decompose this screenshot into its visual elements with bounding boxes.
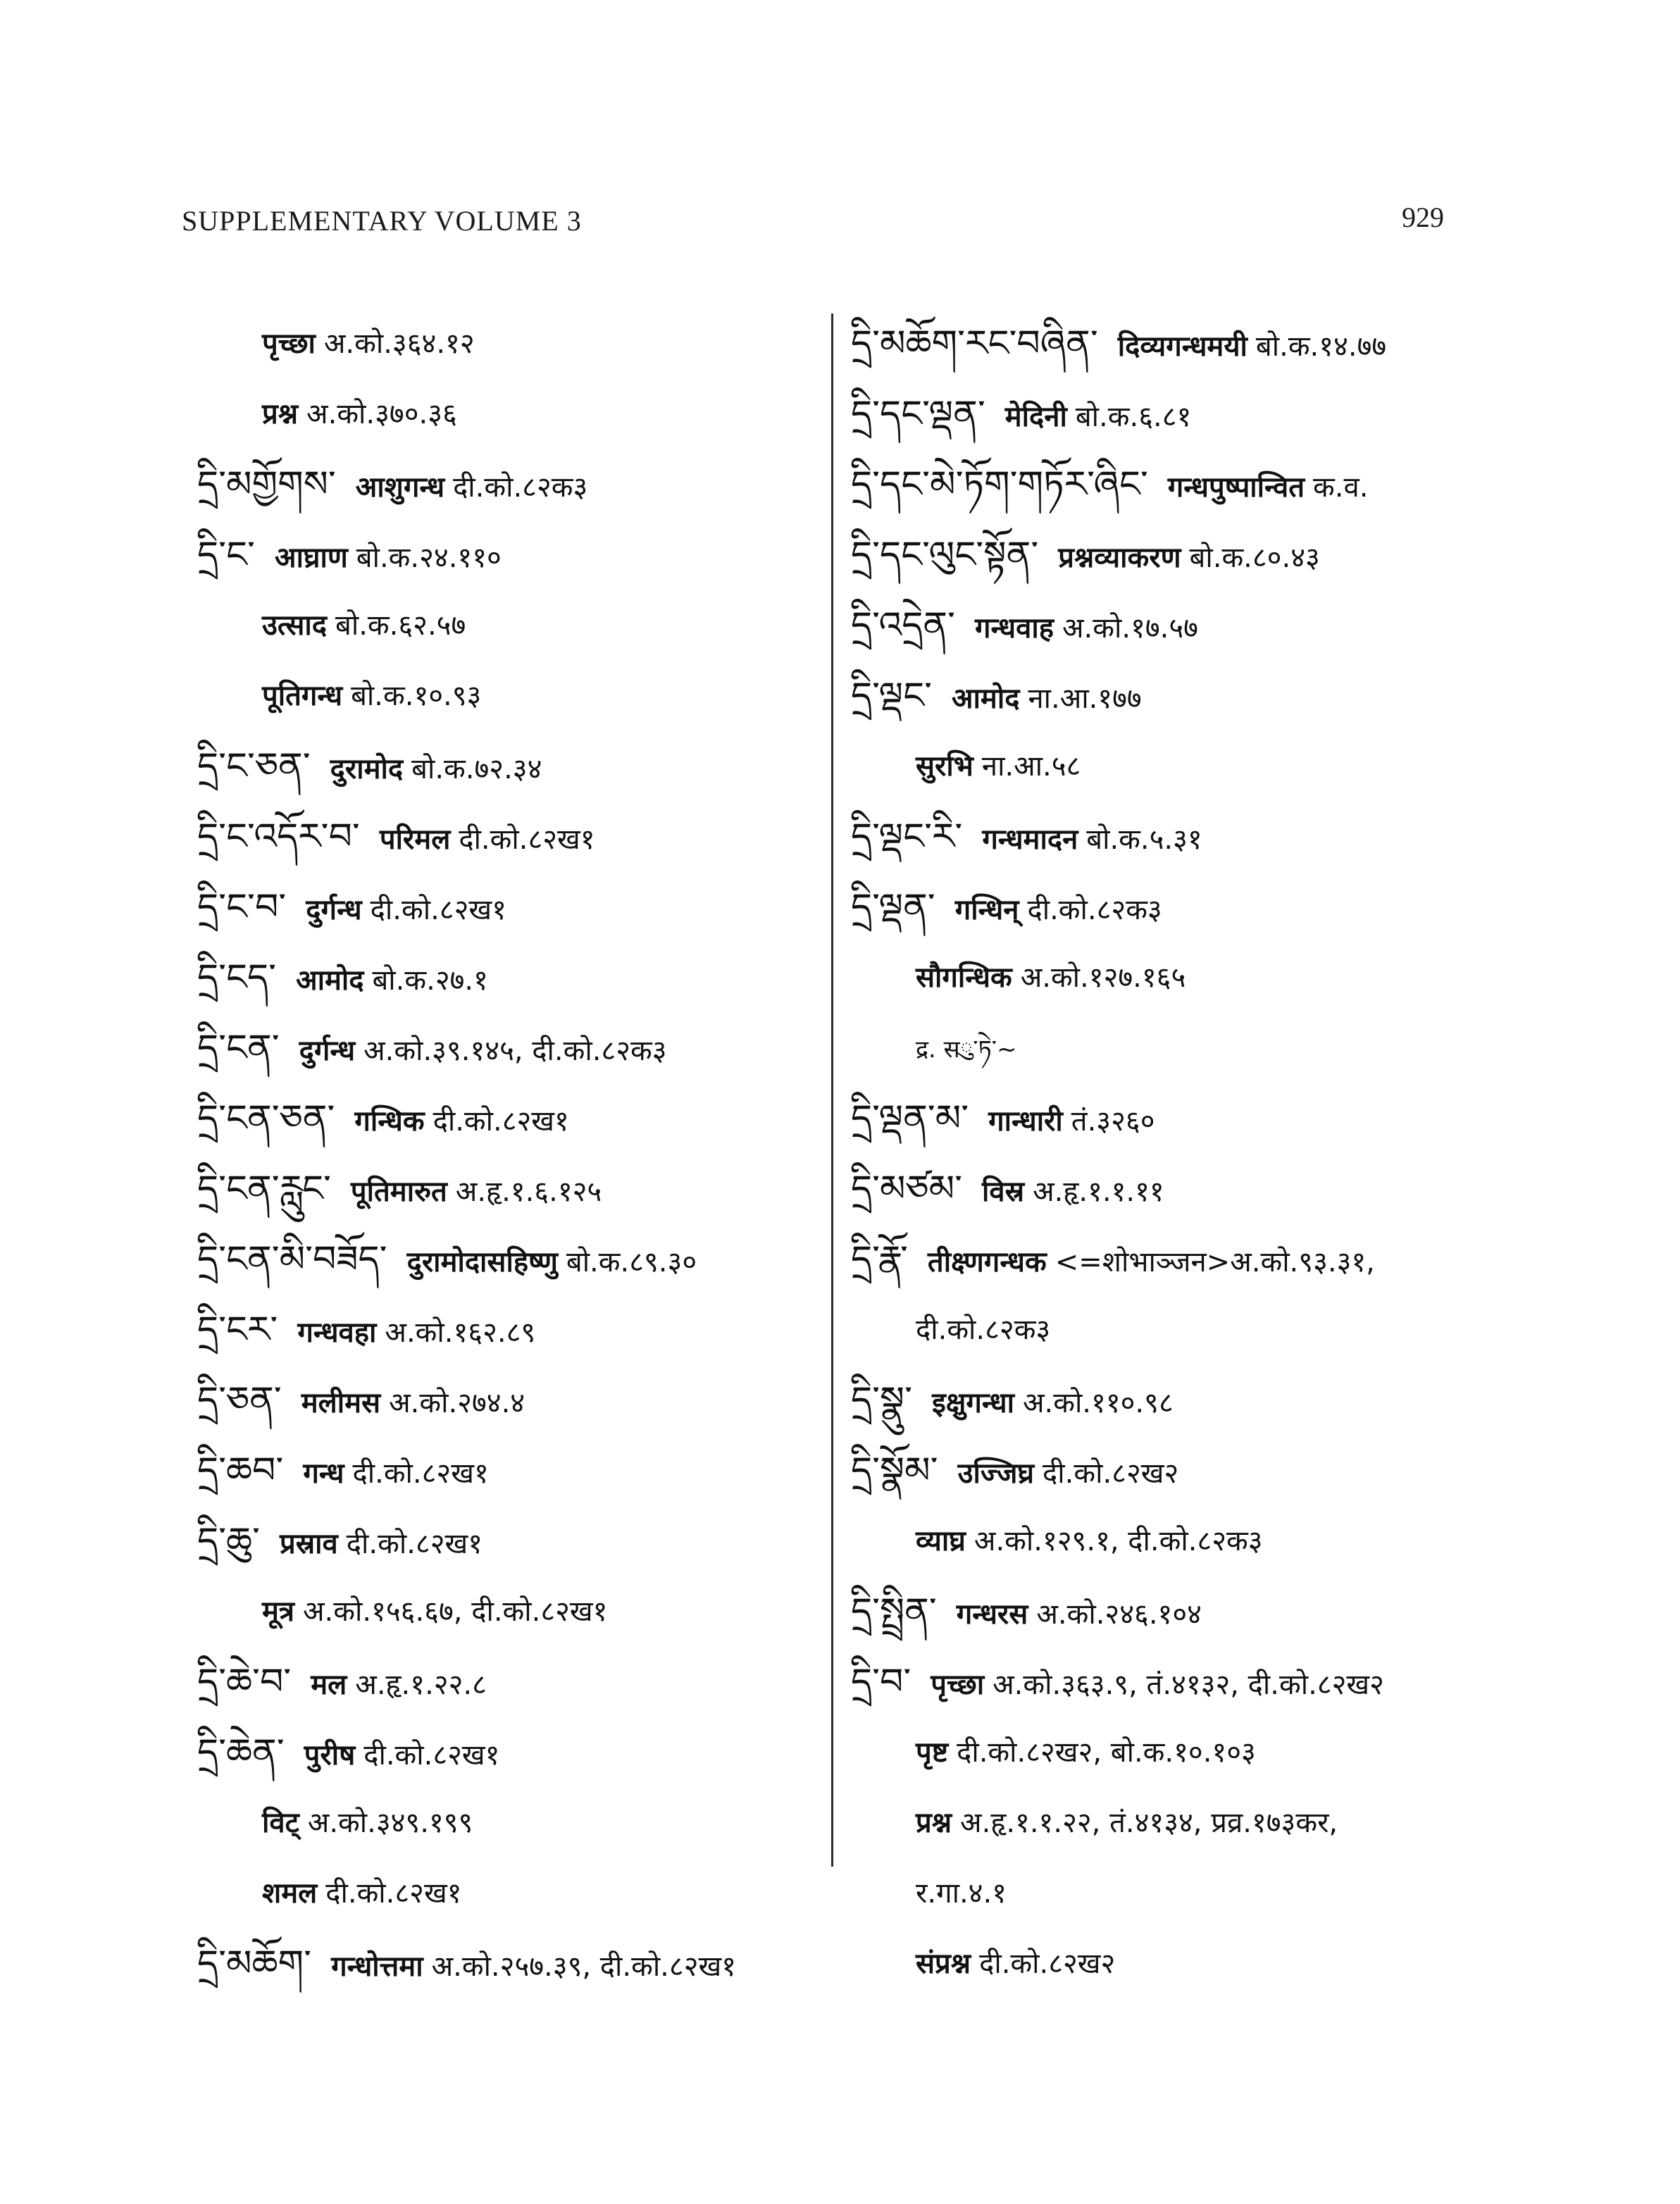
dictionary-entry xyxy=(851,379,1513,449)
source-reference: अ.को.१७.५७ xyxy=(1062,612,1198,645)
tibetan-headword: དྲི་དང་ལྡན་ xyxy=(851,393,985,435)
column-divider xyxy=(831,313,833,1867)
tibetan-headword: དྲི་ཆབ་ xyxy=(197,1450,284,1492)
sanskrit-term: दिव्यगन्धमयी xyxy=(1117,330,1247,363)
sanskrit-term: आघ्राण xyxy=(274,542,348,574)
dictionary-entry xyxy=(851,1576,1513,1647)
source-reference: अ.हृ.१.१.११ xyxy=(1033,1176,1164,1208)
right-column xyxy=(851,309,1513,1999)
tibetan-headword: དྲི་ཆུ་ xyxy=(197,1520,260,1562)
dictionary-entry xyxy=(197,1506,831,1576)
sanskrit-term: दुरामोद xyxy=(330,753,404,785)
tibetan-headword: དྲི་ངན་མི་བཟོད་ xyxy=(197,1238,387,1281)
source-reference: अ.हृ.१.६.१२५ xyxy=(455,1176,602,1208)
source-reference: बो.क.८९.३० xyxy=(566,1246,697,1278)
source-reference: दी.को.८२ख१ xyxy=(370,894,506,926)
source-reference: दी.को.८२क३ xyxy=(453,471,588,504)
sanskrit-term: संप्रश्न xyxy=(916,1948,971,1980)
source-reference: दी.को.८२ख१ xyxy=(352,1457,489,1490)
sanskrit-term: मूत्र xyxy=(262,1595,294,1628)
dictionary-entry xyxy=(851,520,1513,590)
tibetan-headword: དྲི་བ་ xyxy=(851,1661,911,1703)
sanskrit-term: उज्जिघ्र xyxy=(957,1457,1035,1490)
tibetan-headword: དྲི་ངར་ xyxy=(197,1309,278,1351)
source-reference: तं.३२६० xyxy=(1071,1105,1155,1138)
source-reference: अ.हृ.१.१.२२, तं.४१३४, प्रव्र.१७३कर, xyxy=(960,1807,1338,1839)
source-reference: अ.को.३६३.९, तं.४१३२, दी.को.८२ख२ xyxy=(993,1669,1384,1701)
dictionary-entry xyxy=(197,1295,831,1365)
sanskrit-term: पूतिगन्ध xyxy=(262,680,343,712)
source-reference: दी.को.८२क३ xyxy=(1027,894,1162,926)
dictionary-entry xyxy=(197,802,831,872)
dictionary-entry xyxy=(851,1365,1513,1436)
sub-entry xyxy=(851,1788,1513,1858)
source-reference: अ.को.३७०.३६ xyxy=(306,398,457,430)
tibetan-headword: དྲི་སྣོམ་ xyxy=(851,1450,938,1492)
source-reference: बो.क.७२.३४ xyxy=(411,753,542,785)
sanskrit-term: तीक्ष्णगन्धक xyxy=(927,1246,1047,1278)
sanskrit-term: गान्धारी xyxy=(988,1105,1063,1138)
sanskrit-term: पृच्छा xyxy=(262,328,316,360)
sanskrit-term: प्रस्राव xyxy=(279,1528,338,1560)
dictionary-entry xyxy=(851,1154,1513,1224)
dictionary-entry xyxy=(197,1154,831,1224)
sanskrit-term: मल xyxy=(311,1669,347,1701)
source-reference: बो.क.१४.७७ xyxy=(1255,330,1387,363)
dictionary-entry xyxy=(851,661,1513,731)
sub-entry xyxy=(851,731,1513,802)
dictionary-entry xyxy=(197,1717,831,1788)
sub-entry xyxy=(197,661,831,731)
source-reference: दी.को.८२ख१ xyxy=(363,1739,500,1772)
sanskrit-term: विट् xyxy=(262,1807,299,1839)
tibetan-headword: དྲི་མཙམ་ xyxy=(851,1168,963,1210)
sanskrit-term: गन्धिन् xyxy=(954,894,1019,926)
sanskrit-term: गन्धिक xyxy=(354,1105,425,1138)
dictionary-entry xyxy=(851,1647,1513,1717)
source-reference: अ.को.२४६.१०४ xyxy=(1036,1598,1202,1631)
sanskrit-term: विस्र xyxy=(982,1176,1025,1208)
source-reference: अ.हृ.१.२२.८ xyxy=(355,1669,487,1701)
sanskrit-term: मलीमस xyxy=(301,1387,381,1419)
source-reference: बो.क.५.३१ xyxy=(1086,823,1202,856)
dictionary-entry xyxy=(851,1224,1513,1295)
page-number: 929 xyxy=(1402,201,1444,233)
tibetan-headword: དྲི་ངན་རླུང་ xyxy=(197,1168,331,1210)
sanskrit-term: गन्धपुष्पान्वित xyxy=(1167,471,1305,504)
tibetan-headword: དྲི་ང་ xyxy=(197,534,255,576)
sanskrit-term: उत्साद xyxy=(262,609,327,642)
source-reference: दी.को.८२क३ xyxy=(916,1314,1051,1346)
sub-entry xyxy=(197,1788,831,1858)
sanskrit-term: गन्ध xyxy=(303,1457,344,1490)
tibetan-headword: དྲི་ངན་ཅན་ xyxy=(197,1097,335,1140)
dictionary-entry xyxy=(197,1647,831,1717)
dictionary-entry xyxy=(197,1013,831,1083)
sanskrit-term: पृच्छा xyxy=(931,1669,985,1701)
sanskrit-term: प्रश्न xyxy=(262,398,299,430)
sanskrit-term: दुरामोदासहिष्णु xyxy=(406,1246,558,1278)
tibetan-headword: དྲི་ཆེན་ xyxy=(197,1731,285,1774)
sanskrit-term: सुरभि xyxy=(916,750,973,783)
sub-entry xyxy=(851,1506,1513,1576)
source-reference: ना.आ.५८ xyxy=(981,750,1081,783)
tibetan-headword: དྲི་འདྲེན་ xyxy=(851,604,955,647)
tibetan-headword: དྲི་ཅན་ xyxy=(197,1379,282,1421)
sanskrit-term: परिमल xyxy=(379,823,451,856)
source-reference: अ.को.१२९.१, दी.को.८२क३ xyxy=(973,1525,1263,1557)
sanskrit-term: पुरीष xyxy=(304,1739,356,1772)
source-reference: अ.को.१२७.१६५ xyxy=(1020,961,1186,994)
source-reference: दी.को.८२ख१ xyxy=(459,823,595,856)
dictionary-entry xyxy=(851,1436,1513,1506)
dictionary-entry xyxy=(851,1083,1513,1154)
source-reference: अ.को.११०.९८ xyxy=(1022,1387,1174,1419)
tibetan-headword: དྲི་ཆེ་བ་ xyxy=(197,1661,292,1703)
sanskrit-term: दुर्गन्ध xyxy=(299,1035,356,1067)
tibetan-headword: དྲི་མཆོག་ xyxy=(197,1943,312,1985)
sanskrit-term: दुर्गन्ध xyxy=(306,894,362,926)
dictionary-entry xyxy=(851,309,1513,379)
source-reference: दी.को.८२ख२, बो.क.१०.१०३ xyxy=(957,1736,1256,1769)
tibetan-headword: དྲི་རྣོ་ xyxy=(851,1238,908,1281)
dictionary-entry xyxy=(197,1436,831,1506)
dictionary-entry xyxy=(197,520,831,590)
sub-entry xyxy=(197,379,831,449)
source-reference: बो.क.६.८१ xyxy=(1075,401,1192,433)
sanskrit-term: गन्धमादन xyxy=(982,823,1078,856)
sanskrit-term: प्रश्न xyxy=(916,1807,952,1839)
tibetan-headword: དྲི་ལྡན་མ་ xyxy=(851,1097,969,1140)
sub-entry xyxy=(197,309,831,379)
dictionary-entry xyxy=(197,731,831,802)
tibetan-headword: དྲི་དང་མེ་ཏོག་གཏོར་ཞིང་ xyxy=(851,463,1148,506)
dictionary-entry xyxy=(851,590,1513,661)
source-reference: अ.को.३४९.१९९ xyxy=(307,1807,473,1839)
sanskrit-term: पृष्ट xyxy=(916,1736,949,1769)
dictionary-entry xyxy=(197,942,831,1013)
tibetan-headword: དྲི་མགྱོགས་ xyxy=(197,463,336,506)
sanskrit-term: आमोद xyxy=(296,964,364,997)
tibetan-headword: དྲི་སྣུ་ xyxy=(851,1379,913,1421)
sub-entry xyxy=(851,1717,1513,1788)
dictionary-entry xyxy=(197,1929,831,1999)
source-reference: दी.को.८२ख१ xyxy=(433,1105,569,1138)
dictionary-entry xyxy=(197,1083,831,1154)
cross-reference: द्र. सུ་ཏེ་~ xyxy=(916,1035,1017,1064)
sanskrit-term: पूतिमारुत xyxy=(350,1176,447,1208)
sub-entry xyxy=(851,942,1513,1013)
source-reference: दी.को.८२ख१ xyxy=(346,1528,483,1560)
source-reference: अ.को.३९.१४५, दी.को.८२क३ xyxy=(363,1035,667,1067)
source-reference: अ.को.२५७.३९, दी.को.८२ख१ xyxy=(431,1950,737,1983)
source-reference: बो.क.२४.११० xyxy=(356,542,502,574)
tibetan-headword: དྲི་ལྡང་ xyxy=(851,675,933,717)
tibetan-headword: དྲི་ངན་ xyxy=(197,1027,280,1069)
sanskrit-term: व्याघ्र xyxy=(916,1525,966,1557)
sub-entry xyxy=(197,1576,831,1647)
dictionary-entry xyxy=(197,872,831,942)
source-reference: दी.को.८२ख२ xyxy=(1043,1457,1179,1490)
tibetan-headword: དྲི་སྤྲིན་ xyxy=(851,1590,937,1633)
dictionary-entry xyxy=(197,1365,831,1436)
dictionary-entry xyxy=(851,802,1513,872)
source-reference: <=शोभाञ्जन>अ.को.९३.३१, xyxy=(1054,1246,1375,1278)
source-reference: दी.को.८२ख१ xyxy=(325,1877,462,1910)
sub-entry xyxy=(851,1295,1513,1365)
sanskrit-term: शमल xyxy=(262,1877,318,1910)
source-reference: दी.को.८२ख२ xyxy=(979,1948,1116,1980)
sub-entry xyxy=(197,590,831,661)
source-reference: क.व. xyxy=(1313,471,1369,504)
sanskrit-term: आशुगन्ध xyxy=(355,471,445,504)
sanskrit-term: गन्धरस xyxy=(956,1598,1028,1631)
running-head: SUPPLEMENTARY VOLUME 3 xyxy=(182,205,582,237)
sub-entry xyxy=(851,1858,1513,1929)
sanskrit-term: इक्षुगन्धा xyxy=(932,1387,1014,1419)
source-reference: बो.क.२७.१ xyxy=(372,964,488,997)
sub-entry xyxy=(197,1858,831,1929)
sub-entry xyxy=(851,1013,1513,1083)
sanskrit-term: गन्धवाह xyxy=(974,612,1054,645)
source-reference: बो.क.६२.५७ xyxy=(335,609,466,642)
source-reference: अ.को.३६४.१२ xyxy=(323,328,475,360)
source-reference: ना.आ.१७७ xyxy=(1028,683,1142,715)
tibetan-headword: དྲི་ང་འདོར་བ་ xyxy=(197,816,360,858)
dictionary-entry xyxy=(851,449,1513,520)
tibetan-headword: དྲི་ལྡན་ xyxy=(851,886,935,928)
dictionary-entry xyxy=(197,449,831,520)
dictionary-entry xyxy=(197,1224,831,1295)
tibetan-headword: དྲི་ང་ཅན་ xyxy=(197,745,311,787)
source-reference: अ.को.१५६.६७, दी.को.८२ख१ xyxy=(303,1595,608,1628)
source-reference: बो.क.१०.९३ xyxy=(351,680,482,712)
sub-entry xyxy=(851,1929,1513,1999)
tibetan-headword: དྲི་ང་བ་ xyxy=(197,886,287,928)
source-reference: अ.को.२७४.४ xyxy=(389,1387,525,1419)
source-reference: अ.को.१६२.८९ xyxy=(385,1316,536,1349)
left-column xyxy=(197,309,831,1999)
tibetan-headword: དྲི་ངད་ xyxy=(197,957,277,999)
sanskrit-term: गन्धोत्तमा xyxy=(331,1950,423,1983)
source-reference: र.गा.४.१ xyxy=(916,1877,1007,1910)
tibetan-headword: དྲི་མཆོག་རང་བཞིན་ xyxy=(851,323,1098,365)
sanskrit-term: सौगन्धिक xyxy=(916,961,1012,994)
sanskrit-term: मेदिनी xyxy=(1004,401,1067,433)
tibetan-headword: དྲི་ལྡང་རི་ xyxy=(851,816,963,858)
sanskrit-term: प्रश्नव्याकरण xyxy=(1058,542,1181,574)
sanskrit-term: गन्धवहा xyxy=(297,1316,377,1349)
source-reference: बो.क.८०.४३ xyxy=(1189,542,1320,574)
dictionary-entry xyxy=(851,872,1513,942)
sanskrit-term: आमोद xyxy=(952,683,1020,715)
tibetan-headword: དྲི་དང་ལུང་སྟོན་ xyxy=(851,534,1039,576)
